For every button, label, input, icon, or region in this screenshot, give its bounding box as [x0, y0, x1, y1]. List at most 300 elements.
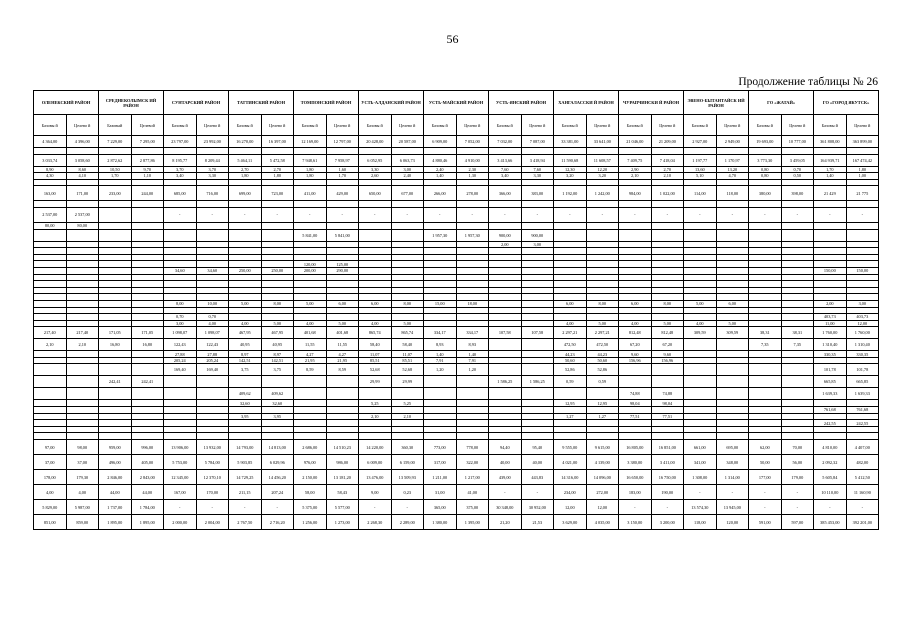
table-cell: 0,70 [781, 166, 814, 173]
table-cell [131, 179, 164, 186]
table-cell [684, 376, 717, 388]
table-cell: 29,99 [391, 376, 424, 388]
table-cell: - [684, 485, 717, 500]
table-cell [684, 339, 717, 351]
table-cell [846, 148, 879, 155]
table-cell: 1 784,00 [131, 500, 164, 515]
table-row [34, 485, 879, 500]
table-cell [66, 248, 99, 255]
table-cell: 52,68 [391, 364, 424, 376]
table-cell [359, 241, 392, 248]
table-cell [684, 179, 717, 186]
subheader-cell: Базовы й [489, 115, 522, 136]
table-cell: 1 256,00 [294, 515, 327, 530]
table-cell [261, 229, 294, 241]
table-cell: - [619, 500, 652, 515]
table-cell: 44,23 [586, 351, 619, 358]
table-cell: - [814, 500, 847, 515]
table-cell [619, 281, 652, 288]
table-cell [716, 400, 749, 407]
table-cell [651, 261, 684, 268]
subheader-cell: Целево й [781, 115, 814, 136]
table-cell: 32,60 [229, 400, 262, 407]
table-cell: 360,30 [391, 440, 424, 455]
table-cell [619, 420, 652, 427]
table-cell [99, 241, 132, 248]
table-cell [66, 376, 99, 388]
table-cell [814, 274, 847, 281]
table-cell: 5,00 [684, 300, 717, 307]
table-cell [294, 248, 327, 255]
table-cell [34, 241, 67, 248]
table-cell [554, 407, 587, 414]
table-cell: 322,00 [456, 455, 489, 470]
table-cell [196, 294, 229, 301]
table-cell: 2,70 [229, 166, 262, 173]
table-cell: - [196, 207, 229, 222]
table-cell [131, 388, 164, 400]
table-cell [34, 281, 67, 288]
table-cell [456, 267, 489, 274]
table-cell [131, 351, 164, 358]
table-cell: 2 297,21 [554, 327, 587, 339]
table-cell [846, 357, 879, 364]
table-cell [131, 148, 164, 155]
table-cell [749, 241, 782, 248]
table-cell [34, 201, 67, 208]
table-cell [424, 294, 457, 301]
table-cell: 10,50 [99, 166, 132, 173]
table-cell [34, 426, 67, 433]
table-cell [619, 201, 652, 208]
table-cell: 761,68 [814, 407, 847, 414]
table-cell [131, 254, 164, 261]
table-cell: 4 364,00 [34, 136, 67, 148]
table-cell: 1 197,77 [684, 154, 717, 166]
table-cell: 21,95 [294, 357, 327, 364]
table-cell: 80,00 [66, 222, 99, 229]
table-cell: - [651, 207, 684, 222]
table-cell [294, 426, 327, 433]
table-cell [99, 314, 132, 321]
table-cell: 14 729,25 [229, 470, 262, 485]
table-cell [716, 254, 749, 261]
table-cell: 179,00 [781, 470, 814, 485]
table-cell: 1 639,33 [846, 388, 879, 400]
table-cell [294, 287, 327, 294]
table-cell [814, 294, 847, 301]
table-cell [99, 201, 132, 208]
table-cell [131, 413, 164, 420]
district-header: ЧУРАПЧИНСКИ Й РАЙОН [619, 91, 684, 115]
table-cell: 591,00 [749, 515, 782, 530]
table-cell [716, 248, 749, 255]
table-cell [489, 248, 522, 255]
table-cell: 361 808,00 [814, 136, 847, 148]
table-row [34, 300, 879, 307]
table-cell [521, 388, 554, 400]
table-cell [99, 294, 132, 301]
table-cell [749, 388, 782, 400]
table-cell [846, 413, 879, 420]
table-cell [749, 314, 782, 321]
table-cell [651, 222, 684, 229]
table-cell [294, 420, 327, 427]
table-cell: 1 380,00 [424, 515, 457, 530]
table-cell [489, 222, 522, 229]
table-cell: 1,27 [554, 413, 587, 420]
table-cell: 334,17 [456, 327, 489, 339]
table-cell: 85,51 [359, 357, 392, 364]
table-cell [261, 261, 294, 268]
table-cell: 1 273,00 [326, 515, 359, 530]
table-cell [424, 426, 457, 433]
table-cell: - [164, 500, 197, 515]
table-cell: 23 797,00 [164, 136, 197, 148]
table-cell: 3,40 [489, 173, 522, 180]
table-cell [814, 287, 847, 294]
table-cell [164, 426, 197, 433]
subheader-cell: Базовы й [359, 115, 392, 136]
table-cell: 2 537,00 [34, 207, 67, 222]
table-cell: 0,23 [391, 485, 424, 500]
table-cell: 665,85 [814, 376, 847, 388]
table-cell [229, 254, 262, 261]
table-cell [294, 241, 327, 248]
table-row [34, 274, 879, 281]
table-cell [131, 307, 164, 314]
table-cell [229, 376, 262, 388]
table-cell: 334,17 [424, 327, 457, 339]
table-cell [359, 420, 392, 427]
table-cell [326, 420, 359, 427]
table-cell: 976,00 [294, 455, 327, 470]
table-cell: 3 413,66 [489, 154, 522, 166]
table-cell [716, 274, 749, 281]
table-cell [781, 287, 814, 294]
table-cell [814, 179, 847, 186]
table-cell: 716,00 [196, 186, 229, 201]
table-cell [34, 287, 67, 294]
table-row [34, 166, 879, 173]
table-row [34, 413, 879, 420]
table-cell: 44,00 [99, 485, 132, 500]
table-cell [651, 241, 684, 248]
table-cell [359, 433, 392, 440]
table-cell: 177,00 [749, 470, 782, 485]
subheader-cell: Базовы й [294, 115, 327, 136]
data-table [33, 90, 879, 530]
table-cell [66, 420, 99, 427]
table-cell: 21,20 [489, 515, 522, 530]
table-cell: 5 829,00 [34, 500, 67, 515]
table-cell [651, 248, 684, 255]
table-cell [619, 426, 652, 433]
table-cell [196, 254, 229, 261]
table-cell: 3,20 [554, 173, 587, 180]
table-cell [456, 420, 489, 427]
table-row [34, 154, 879, 166]
table-cell [66, 274, 99, 281]
table-cell: 58,43 [326, 485, 359, 500]
table-cell [66, 254, 99, 261]
table-cell: 21 429 [814, 186, 847, 201]
table-cell [586, 179, 619, 186]
table-cell: 1 957,30 [456, 229, 489, 241]
table-cell: 6,00 [359, 300, 392, 307]
table-cell [619, 274, 652, 281]
table-cell [521, 261, 554, 268]
table-cell [391, 179, 424, 186]
table-cell: 2 000,00 [164, 515, 197, 530]
table-cell: 865,74 [391, 327, 424, 339]
table-cell [261, 426, 294, 433]
table-cell: 30 348,00 [489, 500, 522, 515]
table-cell [391, 274, 424, 281]
table-cell [716, 376, 749, 388]
table-cell: 12,00 [554, 500, 587, 515]
table-cell: 266,00 [424, 186, 457, 201]
table-cell: 661,00 [684, 440, 717, 455]
table-cell: 309,59 [716, 327, 749, 339]
table-row [34, 229, 879, 241]
table-cell: 1,40 [424, 351, 457, 358]
table-cell: 16 650,00 [619, 470, 652, 485]
table-cell [619, 376, 652, 388]
table-cell [229, 433, 262, 440]
table-cell [99, 407, 132, 414]
table-cell: 1 308,00 [684, 470, 717, 485]
table-cell [521, 274, 554, 281]
table-cell [489, 314, 522, 321]
table-cell: 1,80 [846, 166, 879, 173]
table-cell: 4,00 [66, 485, 99, 500]
table-cell [391, 201, 424, 208]
table-cell: 156,96 [619, 357, 652, 364]
table-cell [781, 388, 814, 400]
table-cell: 9,00 [359, 485, 392, 500]
table-cell [66, 426, 99, 433]
table-cell [716, 294, 749, 301]
table-cell: 11 160,90 [846, 485, 879, 500]
table-cell [749, 222, 782, 229]
table-cell [164, 376, 197, 388]
table-cell [521, 300, 554, 307]
table-cell [131, 267, 164, 274]
table-cell [261, 314, 294, 321]
table-row [34, 320, 879, 327]
table-cell [489, 357, 522, 364]
table-cell [651, 376, 684, 388]
table-cell: 8 195,77 [164, 154, 197, 166]
subheader-cell: Целево й [66, 115, 99, 136]
table-cell [164, 254, 197, 261]
table-cell [456, 241, 489, 248]
table-cell [586, 274, 619, 281]
table-cell: 5,00 [326, 320, 359, 327]
table-cell: 403,73 [814, 314, 847, 321]
table-cell: 1 760,00 [814, 327, 847, 339]
table-cell: 11,55 [294, 339, 327, 351]
table-cell [131, 357, 164, 364]
table-cell [66, 179, 99, 186]
table-cell: 205,24 [196, 357, 229, 364]
table-cell [34, 261, 67, 268]
table-cell: 5,10 [684, 173, 717, 180]
table-cell [716, 339, 749, 351]
table-cell [424, 388, 457, 400]
table-cell: 3 411,00 [651, 455, 684, 470]
table-cell: 167 474,42 [846, 154, 879, 166]
table-cell [131, 222, 164, 229]
table-cell: - [424, 207, 457, 222]
table-cell [391, 229, 424, 241]
table-cell: 52,86 [586, 364, 619, 376]
table-cell: 70,00 [781, 440, 814, 455]
table-row [34, 186, 879, 201]
table-cell: 2 843,00 [131, 470, 164, 485]
table-cell [326, 179, 359, 186]
table-cell: 12,95 [586, 400, 619, 407]
table-cell [456, 248, 489, 255]
table-cell [359, 248, 392, 255]
table-cell [326, 287, 359, 294]
table-cell: 4,30 [34, 173, 67, 180]
table-cell [99, 307, 132, 314]
table-cell [196, 222, 229, 229]
table-cell [359, 281, 392, 288]
table-cell [359, 201, 392, 208]
table-cell [716, 267, 749, 274]
table-cell [749, 261, 782, 268]
table-cell: 467,95 [261, 327, 294, 339]
table-cell [716, 433, 749, 440]
table-cell [99, 148, 132, 155]
table-cell: 40,00 [521, 455, 554, 470]
table-cell [391, 420, 424, 427]
table-cell [326, 241, 359, 248]
table-cell [34, 364, 67, 376]
table-cell: 1 314,00 [716, 470, 749, 485]
table-cell [261, 248, 294, 255]
table-cell: 4,27 [294, 351, 327, 358]
table-cell [326, 376, 359, 388]
table-cell [554, 148, 587, 155]
table-cell: 5 464,11 [229, 154, 262, 166]
table-cell [651, 294, 684, 301]
table-body [34, 136, 879, 530]
table-cell: 3,95 [229, 413, 262, 420]
table-cell [651, 267, 684, 274]
table-cell: 16 851,00 [651, 440, 684, 455]
table-cell [424, 413, 457, 420]
table-cell [619, 407, 652, 414]
table-cell [521, 357, 554, 364]
table-cell [619, 179, 652, 186]
table-cell: 33 641,00 [586, 136, 619, 148]
table-cell [326, 294, 359, 301]
table-cell: 398,00 [781, 186, 814, 201]
table-cell: 3,95 [261, 413, 294, 420]
table-row [34, 173, 879, 180]
table-cell [554, 274, 587, 281]
table-cell [456, 407, 489, 414]
table-cell: 665,85 [846, 376, 879, 388]
table-cell [554, 261, 587, 268]
table-cell [34, 274, 67, 281]
table-cell [456, 400, 489, 407]
table-cell [66, 320, 99, 327]
table-cell [34, 413, 67, 420]
table-cell: 8,97 [261, 351, 294, 358]
table-cell [489, 300, 522, 307]
table-cell [749, 420, 782, 427]
table-cell: 7 052,00 [456, 136, 489, 148]
table-cell [131, 314, 164, 321]
table-cell [716, 287, 749, 294]
table-cell [34, 267, 67, 274]
table-cell: 14 220,00 [359, 440, 392, 455]
table-cell: 3,30 [196, 173, 229, 180]
table-cell: 778,00 [456, 440, 489, 455]
table-cell [651, 307, 684, 314]
table-cell: 8,90 [34, 166, 67, 173]
table-cell [229, 229, 262, 241]
table-cell [261, 148, 294, 155]
table-cell: 142,51 [229, 357, 262, 364]
table-cell: 19 693,00 [749, 136, 782, 148]
table-cell [781, 407, 814, 414]
table-cell [424, 179, 457, 186]
table-cell [846, 281, 879, 288]
page-number: 56 [446, 32, 459, 46]
table-cell [814, 261, 847, 268]
table-cell [196, 274, 229, 281]
table-cell [684, 222, 717, 229]
table-cell: 13 945,00 [716, 500, 749, 515]
table-cell [391, 314, 424, 321]
table-cell: 1 737,00 [99, 500, 132, 515]
table-cell: 6 909,00 [424, 136, 457, 148]
table-cell [716, 241, 749, 248]
table-cell [554, 433, 587, 440]
table-cell [66, 287, 99, 294]
table-cell: 10,00 [196, 300, 229, 307]
table-cell: 31,00 [424, 485, 457, 500]
table-cell: 10 110,00 [814, 485, 847, 500]
table-cell: 411,00 [294, 186, 327, 201]
table-cell: 16 270,00 [229, 136, 262, 148]
table-cell [814, 148, 847, 155]
table-cell [846, 179, 879, 186]
table-cell [424, 274, 457, 281]
table-cell: 0,59 [586, 376, 619, 388]
table-cell [521, 287, 554, 294]
table-cell [781, 420, 814, 427]
table-cell [99, 400, 132, 407]
table-cell [66, 407, 99, 414]
table-cell [261, 420, 294, 427]
table-cell [131, 407, 164, 414]
table-cell [489, 400, 522, 407]
table-cell: 2 268,30 [359, 515, 392, 530]
table-cell: 900,00 [521, 229, 554, 241]
table-cell [66, 261, 99, 268]
table-cell: 52,86 [554, 364, 587, 376]
table-cell [716, 407, 749, 414]
table-cell: 1,70 [99, 173, 132, 180]
table-cell: 14 510,23 [326, 440, 359, 455]
